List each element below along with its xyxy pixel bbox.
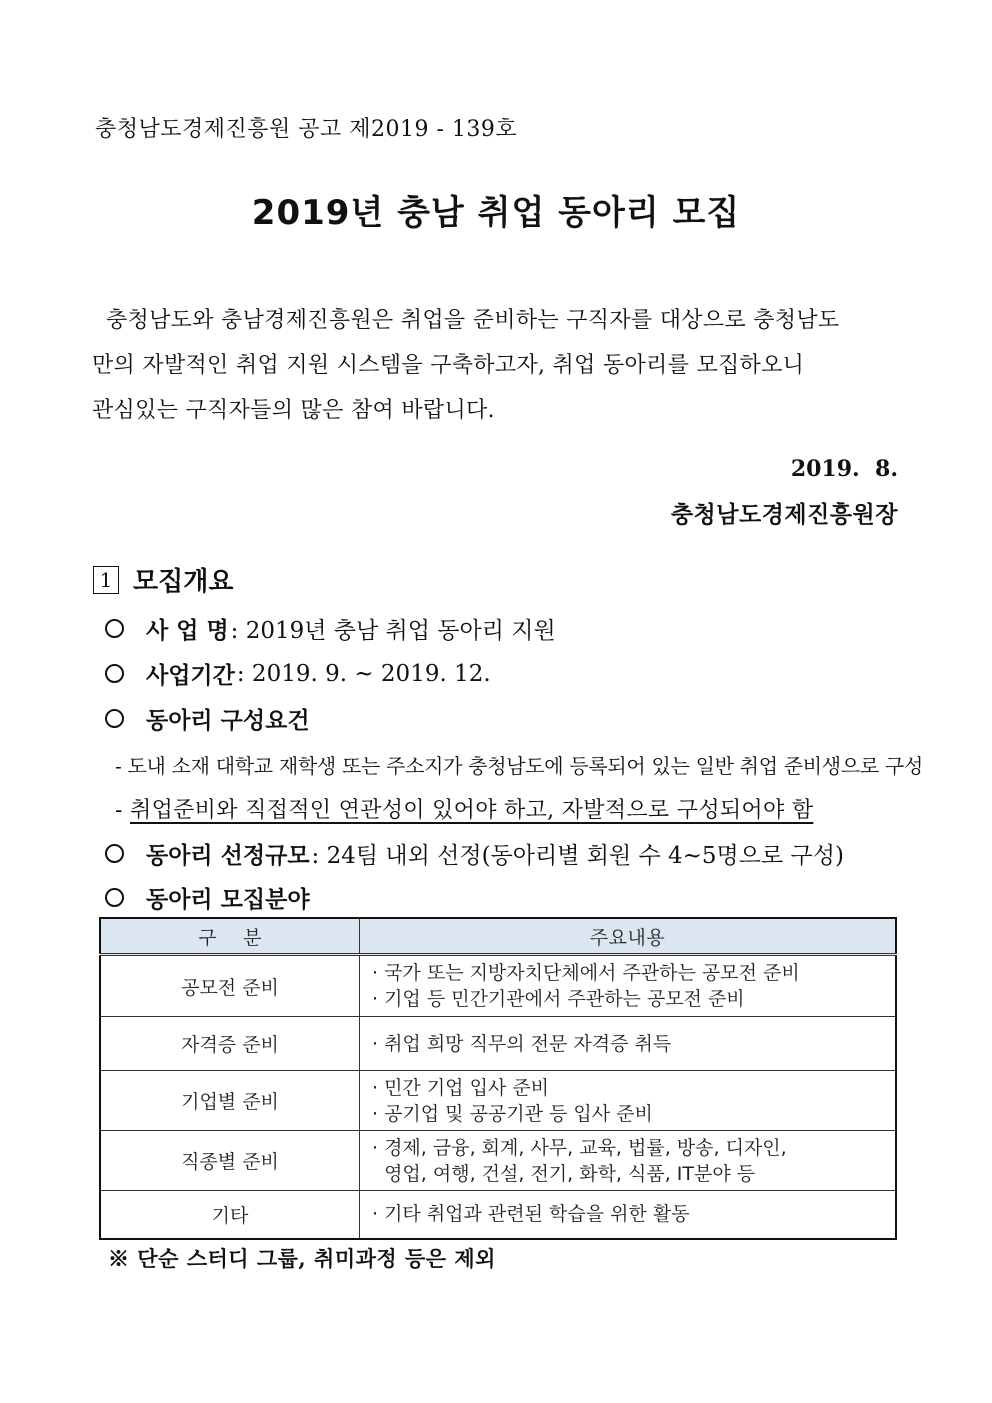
- content-line: · 기업 등 민간기관에서 주관하는 공모전 준비: [372, 988, 745, 1010]
- table-header-row: [100, 918, 896, 955]
- circle-bullet-icon: [105, 619, 124, 638]
- notice-number: 충청남도경제진흥원 공고 제2019 - 139호: [95, 117, 518, 142]
- row-content: [360, 1017, 897, 1071]
- content-line: · 민간 기업 입사 준비: [372, 1076, 550, 1099]
- content-line: 영업, 여행, 건설, 전기, 화학, 식품, IT분야 등: [372, 1162, 756, 1185]
- item-value: : 24팀 내외 선정(동아리별 회원 수 4~5명으로 구성): [311, 843, 844, 869]
- requirement-line: - 도내 소재 대학교 재학생 또는 주소지가 충청남도에 등록되어 있는 일반 취업 준비생으로 구성: [115, 754, 923, 778]
- recruitment-fields-table: [99, 917, 897, 1240]
- row-category: 공모전 준비: [100, 955, 360, 1017]
- row-category: 기업별 준비: [100, 1071, 360, 1131]
- row-content: [360, 955, 897, 1017]
- circle-bullet-icon: [105, 888, 124, 907]
- table-row: [100, 1191, 896, 1239]
- header-category: 구 분: [100, 918, 360, 955]
- requirement-text: 취업준비와 직접적인 연관성이 있어야 하고, 자발적으로 구성되어야 함: [130, 798, 814, 823]
- intro-line: 만의 자발적인 취업 지원 시스템을 구축하고자, 취업 동아리를 모집하오니: [92, 353, 805, 378]
- intro-line: 관심있는 구직자들의 많은 참여 바랍니다.: [92, 398, 495, 423]
- intro-paragraph: [92, 298, 898, 433]
- content-line: · 경제, 금융, 회계, 사무, 교육, 법률, 방송, 디자인,: [372, 1136, 787, 1159]
- item-fields: [105, 881, 312, 914]
- notice-date: 2019. 8.: [790, 456, 898, 482]
- circle-bullet-icon: [105, 844, 124, 863]
- item-business-name: [105, 612, 556, 645]
- exclusion-note: ※ 단순 스터디 그룹, 취미과정 등은 제외: [108, 1246, 496, 1271]
- row-category: 기타: [100, 1191, 360, 1239]
- requirement-line: - 취업준비와 직접적인 연관성이 있어야 하고, 자발적으로 구성되어야 함: [115, 798, 814, 823]
- item-label: 동아리 구성요건: [146, 707, 310, 734]
- issuer: 충청남도경제진흥원장: [670, 501, 898, 528]
- row-content: [360, 1191, 897, 1239]
- item-scale: [105, 837, 844, 870]
- item-requirements: [105, 702, 312, 735]
- requirement-text: 도내 소재 대학교 재학생 또는 주소지가 충청남도에 등록되어 있는 일반 취업 준비생으로 구성: [127, 754, 923, 778]
- content-line: · 국가 또는 지방자치단체에서 주관하는 공모전 준비: [372, 962, 800, 984]
- table-row: [100, 1071, 896, 1131]
- item-value: : 2019. 9. ~ 2019. 12.: [236, 660, 491, 687]
- circle-bullet-icon: [105, 664, 124, 683]
- section-number: 1: [93, 566, 119, 594]
- intro-line: 충청남도와 충남경제진흥원은 취업을 준비하는 구직자를 대상으로 충청남도: [106, 308, 840, 333]
- table-row: [100, 1131, 896, 1191]
- header-content: 주요내용: [360, 918, 897, 955]
- row-category: 직종별 준비: [100, 1131, 360, 1191]
- table-row: [100, 955, 896, 1017]
- section-heading: [93, 561, 233, 598]
- item-label: 사 업 명: [146, 617, 229, 644]
- circle-bullet-icon: [105, 709, 124, 728]
- page-title: 2019년 충남 취업 동아리 모집: [251, 193, 741, 233]
- item-period: [105, 657, 491, 690]
- row-category: 자격증 준비: [100, 1017, 360, 1071]
- section-title: 모집개요: [133, 567, 234, 597]
- row-content: [360, 1071, 897, 1131]
- row-content: [360, 1131, 897, 1191]
- content-line: · 공기업 및 공공기관 등 입사 준비: [372, 1102, 653, 1125]
- content-line: · 취업 희망 직무의 전문 자격증 취득: [372, 1032, 672, 1055]
- table-row: [100, 1017, 896, 1071]
- item-label: 사업기간: [146, 662, 235, 689]
- content-line: · 기타 취업과 관련된 학습을 위한 활동: [372, 1203, 690, 1226]
- item-label: 동아리 모집분야: [146, 886, 310, 913]
- item-label: 동아리 선정규모: [146, 842, 310, 869]
- item-value: : 2019년 충남 취업 동아리 지원: [230, 618, 556, 644]
